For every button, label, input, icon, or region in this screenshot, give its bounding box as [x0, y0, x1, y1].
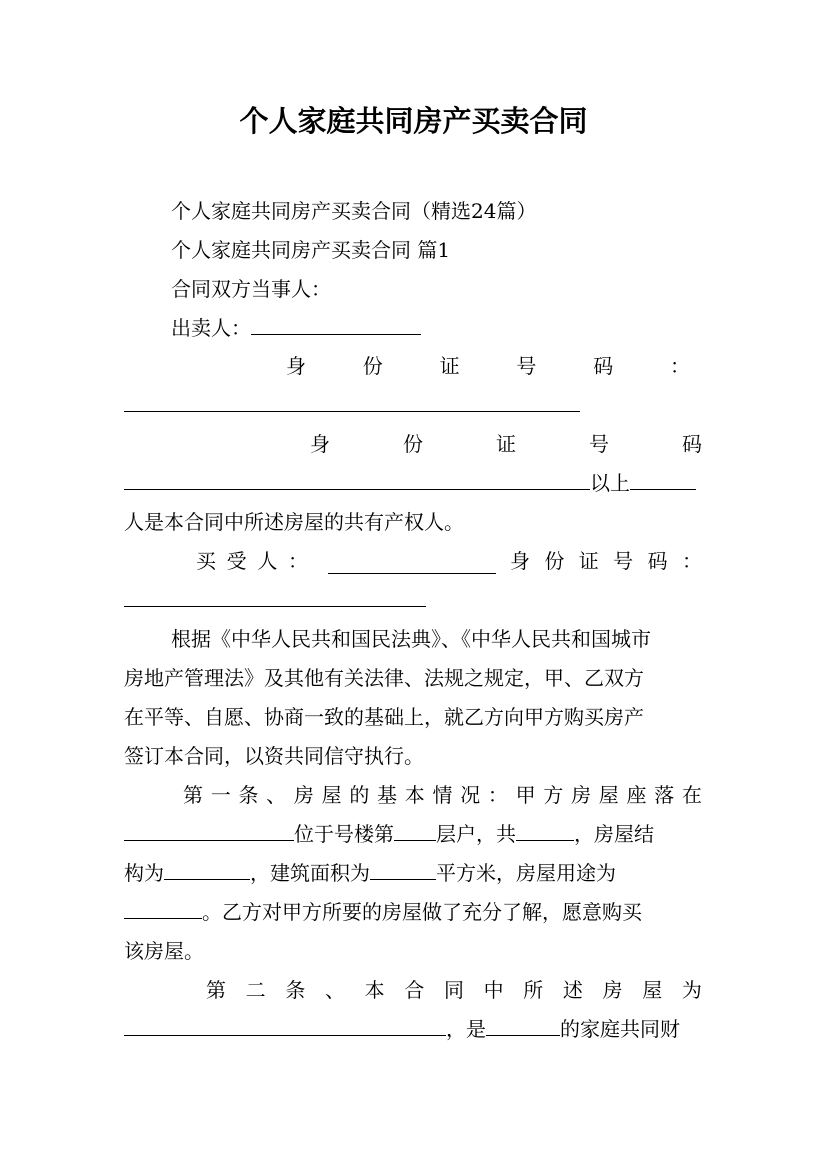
article1-line3: 构为 ，建筑面积为 平方米，房屋用途为 [124, 861, 616, 885]
area-blank[interactable] [370, 861, 436, 880]
total-floors-blank[interactable] [516, 822, 574, 841]
buyer-id-line [124, 587, 426, 613]
structure-blank[interactable] [164, 861, 250, 880]
article1-line2: 位于号楼第 层户，共 ，房屋结 [124, 821, 654, 847]
article2-line2: ，是 的家庭共同财 [124, 1016, 680, 1042]
article2-heading: 第 二 条 、 本 合 同 中 所 述 房 屋 为 [206, 978, 702, 1002]
id-number-label-1: 身 份 证 号 码 ： [286, 354, 690, 378]
article1-line5: 该房屋。 [124, 939, 204, 963]
usage-blank[interactable] [124, 900, 202, 919]
location-blank[interactable] [124, 822, 294, 841]
id-number-blank-1[interactable] [124, 393, 580, 412]
article1-heading: 第 一 条 、 房 屋 的 基 本 情 况 ： 甲 方 房 屋 座 落 在 [183, 783, 702, 807]
para1-line4: 签订本合同，以资共同信守执行。 [124, 744, 424, 768]
seller-name-blank[interactable] [251, 316, 421, 335]
article1-line4: 。乙方对甲方所要的房屋做了充分了解，愿意购买 [124, 899, 642, 925]
id-number-1-line [124, 392, 580, 418]
id-number-blank-2[interactable] [124, 471, 590, 490]
section-heading: 个人家庭共同房产买卖合同 篇1 [171, 238, 451, 262]
family-blank[interactable] [486, 1017, 560, 1036]
para1-line3: 在平等、自愿、协商一致的基础上，就乙方向甲方购买房产 [124, 705, 644, 729]
buyer-name-blank[interactable] [328, 555, 496, 574]
floor-blank[interactable] [394, 822, 436, 841]
property-blank[interactable] [124, 1017, 446, 1036]
buyer-line [196, 548, 702, 574]
subtitle-line: 个人家庭共同房产买卖合同（精选24篇） [171, 199, 537, 223]
para1-line1: 根据《中华人民共和国民法典》、《中华人民共和国城市 [171, 627, 651, 651]
seller-line [171, 315, 421, 341]
page-title: 个人家庭共同房产买卖合同 [239, 104, 588, 138]
seller-label: 出卖人： [171, 316, 251, 340]
co-owner-line: 人是本合同中所述房屋的共有产权人。 [124, 510, 464, 534]
parties-heading: 合同双方当事人： [171, 277, 331, 301]
buyer-label: 买 受 人 ： [196, 549, 308, 573]
co-owner-blank[interactable] [630, 471, 696, 490]
buyer-id-blank[interactable] [124, 588, 426, 607]
buyer-id-label: 身 份 证 号 码 ： [510, 549, 702, 573]
id-number-label-2: 身 份 证 号 码 [310, 432, 702, 456]
id-number-2-line: 以上 [124, 470, 696, 496]
para1-line2: 房地产管理法》及其他有关法律、法规之规定，甲、乙双方 [124, 666, 644, 690]
